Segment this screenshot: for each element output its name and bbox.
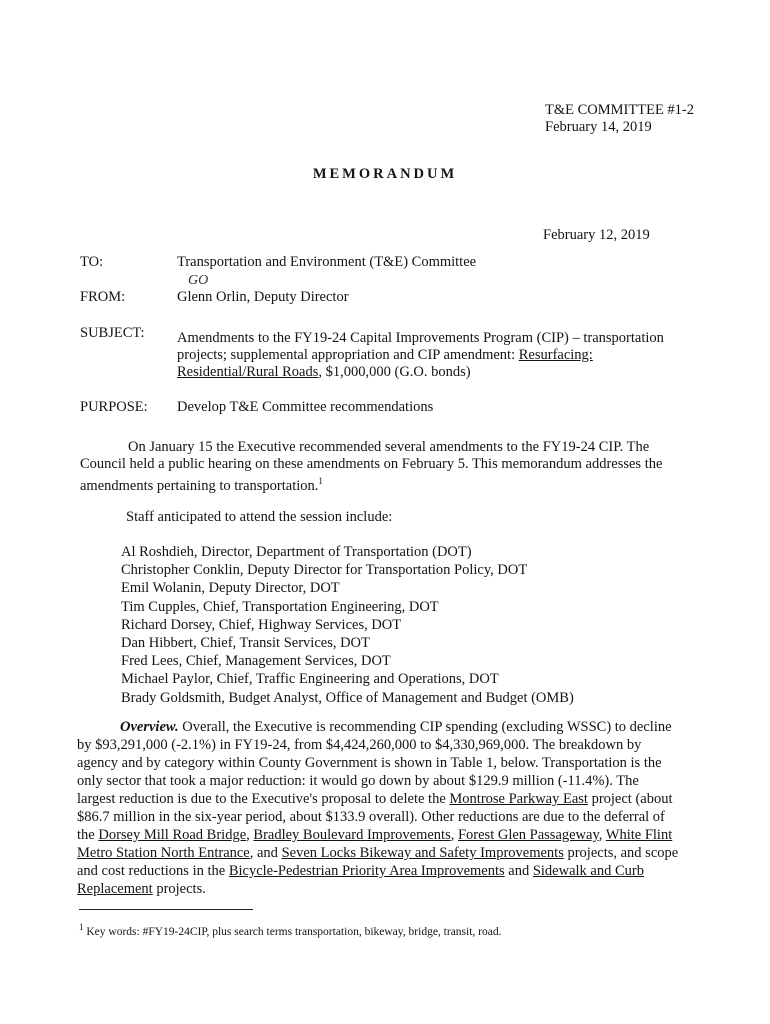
overview-text: the (77, 827, 99, 843)
overview-text: project (about (587, 791, 673, 807)
staff-item: Christopher Conklin, Deputy Director for Transportation Policy, DOT (121, 562, 528, 579)
overview-line-4: only sector that took a major reduction: it would go down by about $129.9 million (-11.4%). The (77, 773, 639, 789)
project-link-dorsey-mill-road-bridge: Dorsey Mill Road Bridge (98, 827, 247, 843)
staff-item: Michael Paylor, Chief, Traffic Engineering and Operations, DOT (121, 671, 499, 688)
memo-title: MEMORANDUM (312, 166, 458, 182)
staff-item: Richard Dorsey, Chief, Highway Services, DOT (121, 616, 402, 633)
staff-list (121, 543, 574, 707)
footnote-text: Key words: #FY19-24CIP, plus search terms transportation, bikeway, bridge, transit, road. (83, 925, 502, 938)
from-value: Glenn Orlin, Deputy Director (177, 289, 349, 305)
subject-line-1: Amendments to the FY19-24 Capital Improvements Program (CIP) – transportation (177, 330, 664, 346)
memo-date: February 12, 2019 (543, 227, 650, 243)
project-link-resurfacing: Resurfacing: (518, 347, 593, 363)
meeting-date: February 14, 2019 (545, 119, 652, 135)
to-label: TO: (80, 254, 104, 270)
staff-item: Emil Wolanin, Deputy Director, DOT (121, 580, 340, 597)
committee-label: T&E COMMITTEE #1-2 (545, 102, 695, 118)
staff-item: Dan Hibbert, Chief, Transit Services, DOT (121, 635, 370, 652)
overview-line-6: $86.7 million in the six-year period, about $133.9 overall). Other reductions are due to the deferral of (77, 809, 665, 825)
project-link-residential-rural-roads: Residential/Rural Roads (177, 364, 319, 380)
to-value: Transportation and Environment (T&E) Committee (177, 254, 477, 270)
project-link-montrose-parkway-east: Montrose Parkway East (449, 791, 588, 807)
overview-line-3: agency and by category within County Government is shown in Table 1, below. Transportation is the (77, 755, 662, 771)
footnote (79, 922, 501, 938)
overview-line-9 (77, 862, 644, 880)
project-link-forest-glen-passageway: Forest Glen Passageway (457, 827, 599, 843)
overview-text: projects, and scope (563, 845, 679, 861)
footnote-divider (79, 909, 253, 910)
intro-line-1: On January 15 the Executive recommended several amendments to the FY19-24 CIP. The (128, 439, 650, 455)
project-link-bradley-boulevard: Bradley Boulevard Improvements (253, 827, 451, 843)
overview-text: Overall, the Executive is recommending CIP spending (excluding WSSC) to decline (182, 719, 672, 735)
subject-text: projects; supplemental appropriation and CIP amendment: (177, 347, 519, 363)
overview-line-7 (77, 826, 672, 844)
footnote-ref: 1 (318, 476, 323, 486)
subject-label: SUBJECT: (80, 325, 145, 341)
overview-line-10 (77, 880, 206, 898)
staff-item: Al Roshdieh, Director, Department of Transportation (DOT) (121, 544, 472, 560)
staff-intro: Staff anticipated to attend the session include: (126, 509, 393, 525)
subject-amount: , $1,000,000 (G.O. bonds) (318, 364, 471, 380)
overview-text: , (598, 827, 606, 843)
overview-heading: Overview. (120, 719, 179, 735)
project-link-white-flint: White Flint (605, 827, 673, 843)
overview-line-8 (77, 844, 678, 862)
project-link-seven-locks-bikeway: Seven Locks Bikeway and Safety Improvements (281, 845, 564, 861)
overview-text: and (504, 863, 533, 879)
overview-text: projects. (152, 881, 206, 897)
overview-text: and cost reductions in the (77, 863, 229, 879)
overview-line-2: by $93,291,000 (-2.1%) in FY19-24, from $4,424,260,000 to $4,330,969,000. The breakdown by (77, 737, 642, 753)
intro-line-3-text: amendments pertaining to transportation. (80, 477, 319, 494)
overview-text: , (246, 827, 254, 843)
overview-text: , (450, 827, 458, 843)
staff-item: Brady Goldsmith, Budget Analyst, Office of Management and Budget (OMB) (121, 689, 574, 706)
project-link-metro-station-north-entrance: Metro Station North Entrance (77, 845, 250, 861)
committee-header (545, 102, 694, 136)
intro-line-2: Council held a public hearing on these amendments on February 5. This memorandum addresses the (80, 456, 663, 472)
subject-value (177, 330, 664, 381)
project-link-replacement: Replacement (77, 881, 153, 897)
purpose-value: Develop T&E Committee recommendations (177, 399, 434, 415)
subject-line-3 (177, 364, 664, 381)
staff-item: Tim Cupples, Chief, Transportation Engineering, DOT (121, 598, 439, 615)
subject-line-2 (177, 347, 664, 364)
overview-text: largest reduction is due to the Executive's proposal to delete the (77, 791, 450, 807)
overview-line-1 (120, 718, 672, 736)
staff-item: Fred Lees, Chief, Management Services, DOT (121, 653, 391, 670)
intro-line-3 (80, 472, 323, 495)
from-label: FROM: (80, 289, 126, 305)
purpose-label: PURPOSE: (80, 399, 148, 415)
overview-text: , and (249, 845, 282, 861)
footnote-number: 1 (79, 922, 84, 932)
handwritten-initials: GO (188, 273, 209, 288)
overview-line-5 (77, 790, 673, 808)
project-link-sidewalk-and-curb: Sidewalk and Curb (532, 863, 644, 879)
project-link-bicycle-pedestrian-priority-area: Bicycle-Pedestrian Priority Area Improvements (228, 863, 505, 879)
